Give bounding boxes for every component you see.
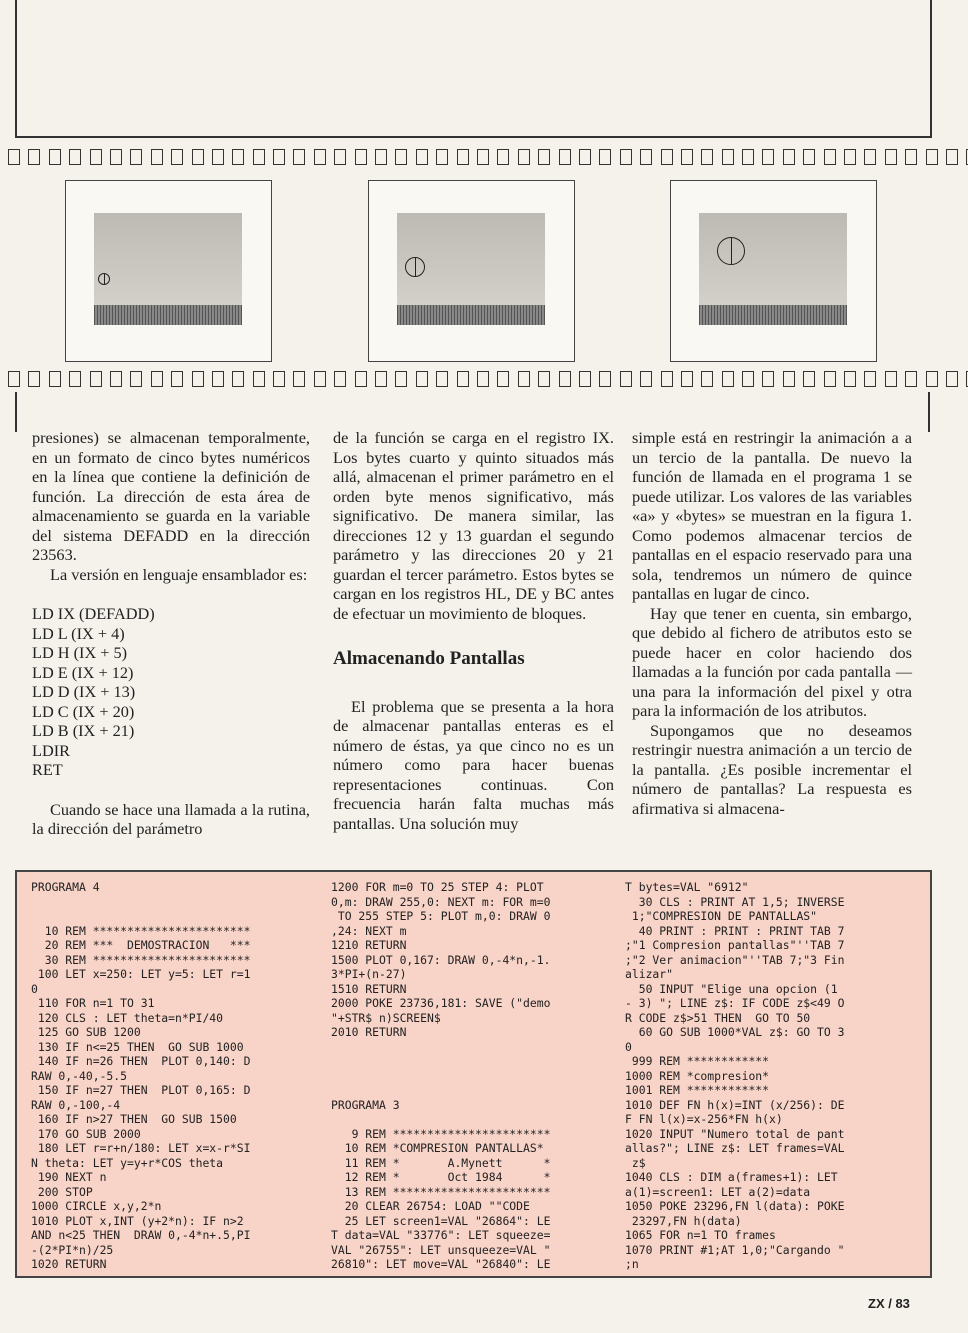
text-column-1 [32, 428, 310, 839]
film-perforation [192, 149, 204, 165]
film-perforation [864, 371, 876, 387]
film-perforation [701, 371, 713, 387]
text-column-2 [333, 428, 614, 833]
film-perforation [518, 149, 530, 165]
paragraph: El problema que se presenta a la hora de almacenar pantallas enteras es el número de éstas, ya que cinco no es un número como para hacer buenas representaciones continuas. Con frecuencia harán falta muchas más pantallas. Una solución muy [333, 696, 614, 833]
film-perforation [8, 371, 20, 387]
film-perforation [334, 371, 346, 387]
film-perforation [946, 149, 958, 165]
text-column-3 [632, 428, 912, 818]
film-perforation [905, 149, 917, 165]
film-perforation [599, 371, 611, 387]
paragraph: Supongamos que no deseamos restringir nuestra animación a un tercio de la pantalla. ¿Es posible incrementar el número de pantallas? La respuesta es afirmativa si almacena- [632, 720, 912, 818]
film-perforation [416, 371, 428, 387]
divider [15, 392, 17, 432]
film-perforation [477, 149, 489, 165]
film-perforation [640, 371, 652, 387]
programa-4-listing: PROGRAMA 4 10 REM *********************** 20 REM *** DEMOSTRACION *** 30 REM *********************** 100 LET x=250: LET y=5: LET r=1 0 110 FOR n=1 TO 31 120 CLS : LET theta=n*PI/40 125 GO SUB 1200 130 IF n<=25 THEN GO SUB 1000 140 IF n=26 THEN PLOT 0,140: D RAW 0,-40,-5.5 150 IF n=27 THEN PLOT 0,165: D RAW 0,-100,-4 160 IF n>27 THEN GO SUB 1500 170 GO SUB 2000 180 LET r=r+n/180: LET x=x-r*SI N theta: LET y=y+r*COS theta 190 NEXT n 200 STOP 1000 CIRCLE x,y,2*n 1010 PLOT x,INT (y+2*n): IF n>2 AND n<25 THEN DRAW 0,-4*n+.5,PI -(2*PI*n)/25 1020 RETURN [31, 880, 251, 1271]
film-perforation [28, 149, 40, 165]
film-perforation [824, 149, 836, 165]
film-perforation [273, 371, 285, 387]
film-perforation [355, 371, 367, 387]
top-frame [15, 0, 932, 138]
film-perforation [90, 149, 102, 165]
film-perforation [538, 371, 550, 387]
film-strip-top [0, 146, 968, 168]
film-perforation [518, 371, 530, 387]
film-perforation [497, 149, 509, 165]
screenshot-frame-3 [670, 180, 877, 362]
film-perforation [293, 149, 305, 165]
paragraph: presiones) se almacenan temporalmente, en un formato de cinco bytes numéricos en la línea que contiene la definición de función. La dirección de esta área de almacenamiento se guarda en la variable del sistema DEFADD en la dirección 23563. [32, 428, 310, 564]
screenshot-frame-2 [368, 180, 575, 362]
film-perforation [497, 371, 509, 387]
film-perforation [273, 149, 285, 165]
circle-figure [405, 257, 425, 277]
paragraph: Cuando se hace una llamada a la rutina, la dirección del parámetro [32, 799, 310, 838]
film-perforation [477, 371, 489, 387]
film-perforation [49, 371, 61, 387]
assembly-line: RET [32, 760, 63, 779]
assembly-line: LD IX (DEFADD) [32, 604, 155, 623]
film-perforation [926, 371, 938, 387]
film-perforation [620, 149, 632, 165]
film-perforation [824, 371, 836, 387]
paragraph: La versión en lenguaje ensamblador es: [50, 564, 308, 584]
film-perforation [559, 149, 571, 165]
film-perforation [293, 371, 305, 387]
film-perforation [171, 149, 183, 165]
film-perforation [579, 371, 591, 387]
film-perforation [395, 371, 407, 387]
film-perforation [192, 371, 204, 387]
floor-grid [94, 305, 242, 325]
film-perforation [375, 371, 387, 387]
film-perforation [69, 149, 81, 165]
screenshot-frame-1 [65, 180, 272, 362]
paragraph: de la función se carga en el registro IX. Los bytes cuarto y quinto situados más allá, almacenan el primer parámetro en el orden byte menos significativo, más significativo. De manera similar, las direcciones 12 y 13 guardan el segundo parámetro y las direcciones 20 y 21 guardan el tercer parámetro. Estos bytes se cargan en los registros HL, DE y BC antes de efectuar un movimiento de bloques. [333, 428, 614, 623]
film-perforation [212, 371, 224, 387]
film-perforation [762, 371, 774, 387]
film-perforation [110, 371, 122, 387]
film-perforation [599, 149, 611, 165]
assembly-line: LD L (IX + 4) [32, 623, 125, 643]
screen-image [94, 213, 242, 325]
film-perforation [783, 371, 795, 387]
film-perforation [416, 149, 428, 165]
paragraph: simple está en restringir la animación a a un tercio de la pantalla. De nuevo la función de llamada en el programa 1 se puede utilizar. Los valores de las variables «a» y «bytes» se muestran en la figura 1. Como podemos almacenar tercios de pantallas en el espacio reservado para una sola, tendremos un número de quince pantallas en lugar de cinco. [632, 428, 912, 603]
film-perforation [783, 149, 795, 165]
film-perforation [579, 149, 591, 165]
film-perforation [436, 371, 448, 387]
assembly-line: LD E (IX + 12) [32, 662, 134, 682]
programa-4-3-listing: 1200 FOR m=0 TO 25 STEP 4: PLOT 0,m: DRAW 255,0: NEXT m: FOR m=0 TO 255 STEP 5: PLOT m,0: DRAW 0 ,24: NEXT m 1210 RETURN 1500 PLOT 0,167: DRAW 0,-4*n,-1. 3*PI+(n-27) 1510 RETURN 2000 POKE 23736,181: SAVE ("demo "+STR$ n)SCREEN$ 2010 RETURN PROGRAMA 3 9 REM *********************** 10 REM *COMPRESION PANTALLAS* 11 REM * A.Mynett * 12 REM * Oct 1984 * 13 REM *********************** 20 CLEAR 26754: LOAD ""CODE 25 LET screen1=VAL "26864": LE T data=VAL "33776": LET squeeze= VAL "26755": LET unsqueeze=VAL " 26810": LET move=VAL "26840": LE [331, 880, 551, 1271]
film-perforation [69, 371, 81, 387]
code-listing-box [15, 870, 932, 1278]
film-perforation [212, 149, 224, 165]
screen-image [397, 213, 545, 325]
film-perforation [946, 371, 958, 387]
film-perforation [559, 371, 571, 387]
film-perforation [803, 149, 815, 165]
film-perforation [864, 149, 876, 165]
film-perforation [905, 371, 917, 387]
film-perforation [538, 149, 550, 165]
film-perforation [110, 149, 122, 165]
film-perforation [742, 149, 754, 165]
film-perforation [844, 371, 856, 387]
film-perforation [253, 149, 265, 165]
film-perforation [926, 149, 938, 165]
circle-figure [98, 273, 110, 285]
film-perforation [314, 371, 326, 387]
assembly-line: LDIR [32, 740, 70, 760]
film-perforation [151, 371, 163, 387]
film-perforation [436, 149, 448, 165]
film-perforation [28, 371, 40, 387]
paragraph: Hay que tener en cuenta, sin embargo, que debido al fichero de atributos esto se puede hacer en color haciendo dos llamadas a la función por cada pantalla —una para la información del pixel y otra para la información de los atributos. [632, 603, 912, 720]
page-number: ZX / 83 [868, 1296, 910, 1311]
assembly-line: LD H (IX + 5) [32, 643, 128, 662]
film-perforation [8, 149, 20, 165]
film-perforation [355, 149, 367, 165]
assembly-line: LD C (IX + 20) [32, 701, 135, 721]
film-perforation [722, 371, 734, 387]
film-perforation [885, 149, 897, 165]
film-perforation [314, 149, 326, 165]
film-perforation [661, 149, 673, 165]
film-perforation [395, 149, 407, 165]
film-perforation [375, 149, 387, 165]
film-perforation [90, 371, 102, 387]
floor-grid [699, 305, 847, 325]
film-perforation [334, 149, 346, 165]
film-perforation [49, 149, 61, 165]
film-perforation [722, 149, 734, 165]
film-perforation [457, 149, 469, 165]
programa-3-listing: T bytes=VAL "6912" 30 CLS : PRINT AT 1,5; INVERSE 1;"COMPRESION DE PANTALLAS" 40 PRINT : PRINT : PRINT TAB 7 ;"1 Compresion pantallas"''TAB 7 ;"2 Ver animacion"''TAB 7;"3 Fin alizar" 50 INPUT "Elige una opcion (1 - 3) "; LINE z$: IF CODE z$<49 O R CODE z$>51 THEN GO TO 50 60 GO SUB 1000*VAL z$: GO TO 3 0 999 REM ************ 1000 REM *compresion* 1001 REM ************ 1010 DEF FN h(x)=INT (x/256): DE F FN l(x)=x-256*FN h(x) 1020 INPUT "Numero total de pant allas?"; LINE z$: LET frames=VAL z$ 1040 CLS : DIM a(frames+1): LET a(1)=screen1: LET a(2)=data 1050 POKE 23296,FN l(data): POKE 23297,FN h(data) 1065 FOR n=1 TO frames 1070 PRINT #1;AT 1,0;"Cargando " ;n [625, 880, 845, 1271]
film-perforation [701, 149, 713, 165]
film-perforation [844, 149, 856, 165]
floor-grid [397, 305, 545, 325]
film-perforation [151, 149, 163, 165]
assembly-line: LD B (IX + 21) [32, 721, 135, 740]
film-perforation [681, 149, 693, 165]
film-strip-bottom [0, 368, 968, 390]
film-perforation [803, 371, 815, 387]
film-perforation [130, 371, 142, 387]
assembly-listing [32, 604, 310, 780]
assembly-line: LD D (IX + 13) [32, 682, 136, 701]
film-perforation [130, 149, 142, 165]
circle-figure [717, 237, 745, 265]
film-perforation [253, 371, 265, 387]
film-perforation [681, 371, 693, 387]
film-perforation [171, 371, 183, 387]
film-perforation [885, 371, 897, 387]
film-perforation [762, 149, 774, 165]
section-heading: Almacenando Pantallas [333, 648, 525, 669]
divider [928, 392, 930, 432]
film-perforation [620, 371, 632, 387]
film-perforation [742, 371, 754, 387]
film-perforation [457, 371, 469, 387]
film-perforation [232, 149, 244, 165]
film-perforation [232, 371, 244, 387]
film-perforation [640, 149, 652, 165]
screen-image [699, 213, 847, 325]
film-perforation [661, 371, 673, 387]
